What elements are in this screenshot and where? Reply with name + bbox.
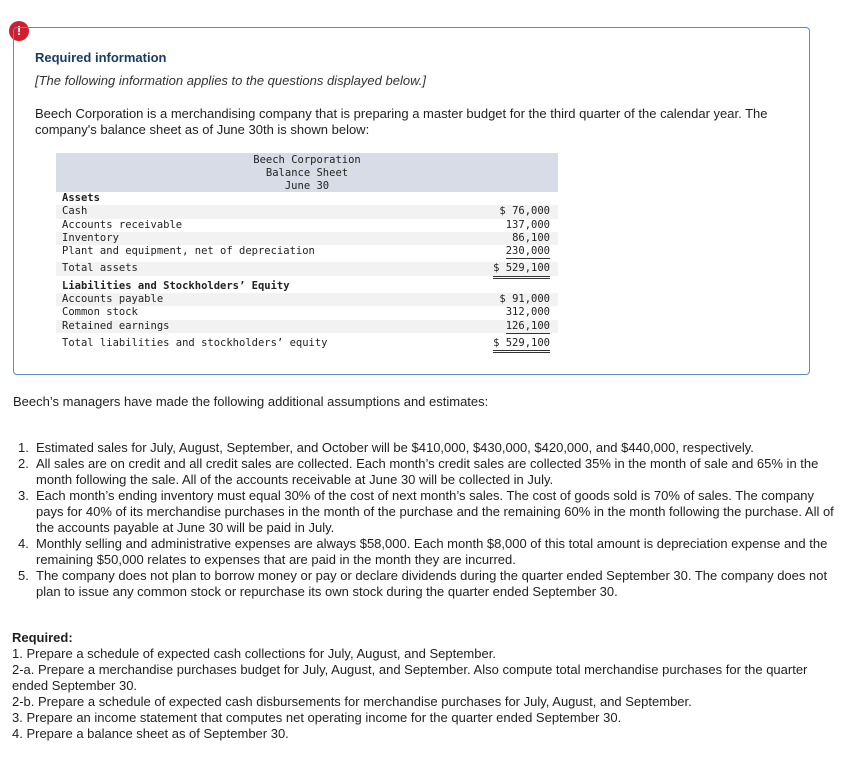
intro-paragraph: Beech Corporation is a merchandising company that is preparing a master budget for the third quarter of the calendar year. The company's balance sheet as of June 30th is shown below: xyxy=(35,106,768,137)
alert-icon: ! xyxy=(9,21,29,41)
row-value: $ 529,100 xyxy=(493,337,550,353)
statement-title: Balance Sheet xyxy=(265,167,349,179)
item-number: 5. xyxy=(18,568,29,583)
list-item xyxy=(18,456,836,488)
total-liabilities-row xyxy=(56,337,558,350)
row-label: Inventory xyxy=(62,231,119,244)
list-item xyxy=(18,440,836,456)
table-row xyxy=(56,219,558,232)
row-label: Common stock xyxy=(62,306,138,319)
row-value: 230,000 xyxy=(506,245,550,259)
row-value: $ 91,000 xyxy=(499,293,550,306)
item-text: Each month’s ending inventory must equal 30% of the cost of next month’s sales. The cost of goods sold is 70% of sales. The company pays for 40% of its merchandise purchases in the month of the purchase and the remaining 60% in the month following the purchase. All of the accounts payable at June 30 will be paid in July. xyxy=(36,488,834,535)
list-item xyxy=(18,568,836,600)
table-row xyxy=(56,293,558,306)
row-label: Accounts receivable xyxy=(62,218,183,231)
item-text: All sales are on credit and all credit sales are collected. Each month’s credit sales are collected 35% in the month of sale and 65% in the month following the sale. All of the accounts receivable at June 30 will be collected in July. xyxy=(36,456,819,487)
table-row xyxy=(56,306,558,319)
balance-sheet-header xyxy=(56,153,558,192)
row-value: $ 76,000 xyxy=(499,205,550,218)
list-item xyxy=(18,536,836,568)
item-text: Estimated sales for July, August, September, and October will be $410,000, $430,000, $420,000, and $440,000, respectively. xyxy=(36,440,754,455)
required-item: 1. Prepare a schedule of expected cash collections for July, August, and September. xyxy=(12,646,496,661)
item-text: Monthly selling and administrative expenses are always $58,000. Each month $8,000 of this total amount is depreciation expense and the remaining $50,000 relates to expenses that are paid in the month they are incurred. xyxy=(36,536,828,567)
statement-date: June 30 xyxy=(284,180,330,192)
item-number: 2. xyxy=(18,456,29,471)
row-label: Total assets xyxy=(62,262,138,275)
row-label: Cash xyxy=(62,205,88,218)
liabilities-header-row xyxy=(56,280,558,293)
required-item: 3. Prepare an income statement that computes net operating income for the quarter ended September 30. xyxy=(12,710,622,725)
item-number: 3. xyxy=(18,488,29,503)
table-row xyxy=(56,232,558,245)
required-item: 2-a. Prepare a merchandise purchases budget for July, August, and September. Also compute total merchandise purchases for the quarter ended September 30. xyxy=(12,662,808,693)
table-row xyxy=(56,320,558,333)
row-value: 126,100 xyxy=(506,320,550,334)
list-item xyxy=(18,488,836,536)
required-heading: Required: xyxy=(12,630,73,645)
liabilities-header: Liabilities and Stockholders’ Equity xyxy=(62,279,290,292)
item-number: 4. xyxy=(18,536,29,551)
required-information-title: Required information xyxy=(35,50,167,65)
total-assets-row xyxy=(56,262,558,275)
assumptions-intro: Beech’s managers have made the following additional assumptions and estimates: xyxy=(13,394,489,409)
company-name: Beech Corporation xyxy=(253,154,361,166)
row-label: Plant and equipment, net of depreciation xyxy=(62,245,315,258)
row-value: $ 529,100 xyxy=(493,262,550,278)
required-item: 4. Prepare a balance sheet as of September 30. xyxy=(12,726,289,741)
row-label: Accounts payable xyxy=(62,293,164,306)
row-value: 312,000 xyxy=(505,306,550,319)
required-section xyxy=(12,630,822,742)
applies-note: [The following information applies to the questions displayed below.] xyxy=(35,73,426,88)
row-value: 137,000 xyxy=(505,218,550,231)
assets-header-row xyxy=(56,192,558,205)
row-value: 86,100 xyxy=(512,231,550,244)
required-item: 2-b. Prepare a schedule of expected cash disbursements for merchandise purchases for July, August, and September. xyxy=(12,694,692,709)
assumptions-list xyxy=(14,440,836,600)
row-label: Retained earnings xyxy=(62,319,170,332)
table-row xyxy=(56,205,558,218)
item-number: 1. xyxy=(18,440,29,455)
item-text: The company does not plan to borrow money or pay or declare dividends during the quarter ended September 30. The company does not plan to issue any common stock or repurchase its own stock during the quarter ended September 30. xyxy=(36,568,828,599)
table-row xyxy=(56,245,558,258)
assets-header: Assets xyxy=(62,192,100,204)
balance-sheet-table xyxy=(56,153,558,350)
row-label: Total liabilities and stockholders’ equity xyxy=(62,336,328,349)
